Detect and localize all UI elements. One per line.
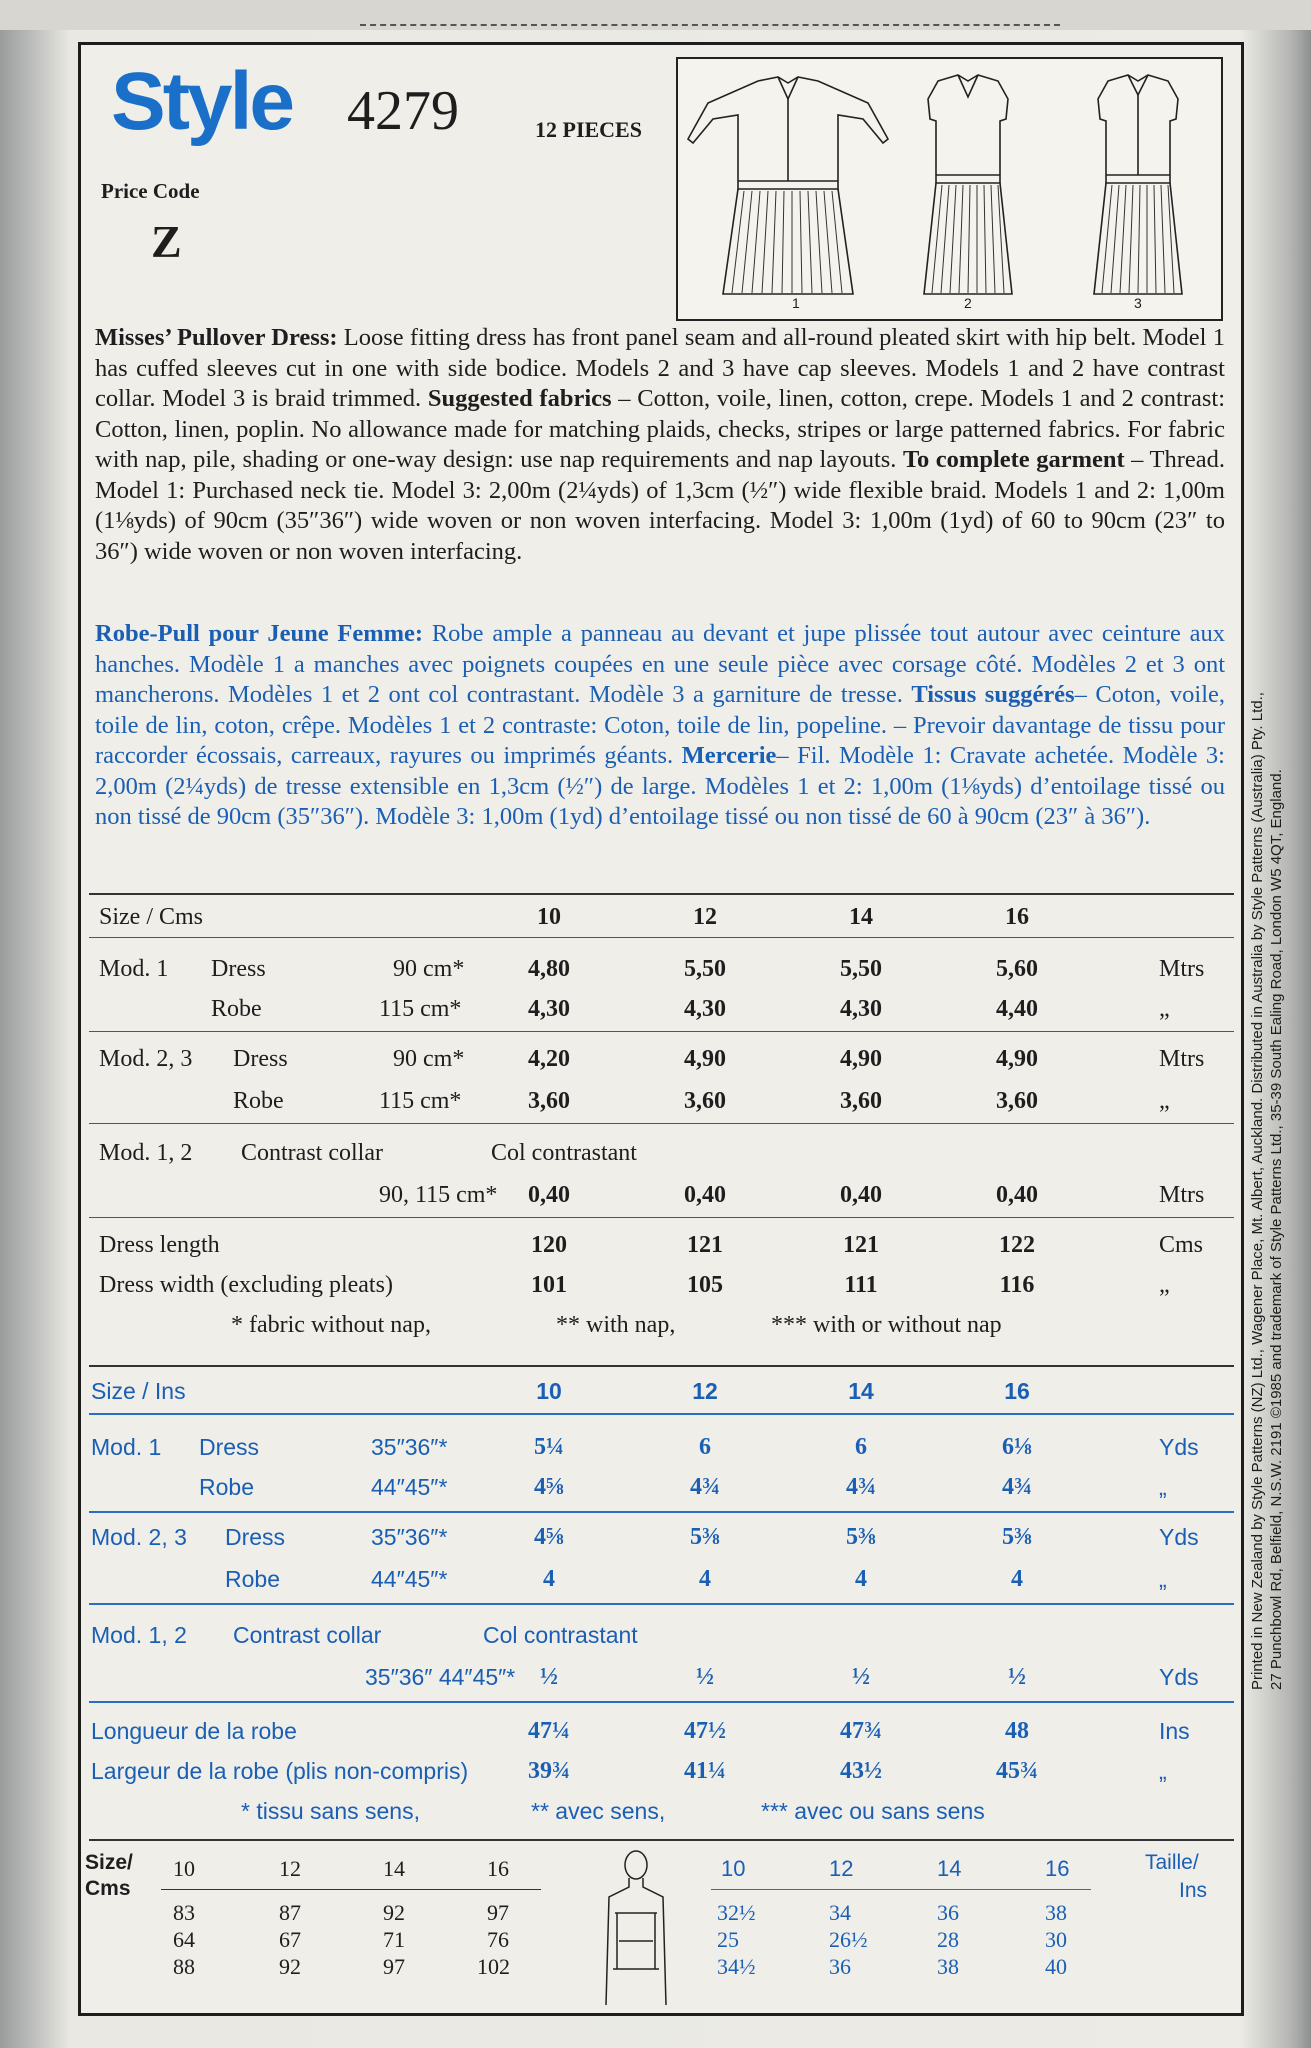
- metric-size-12: 12: [693, 904, 717, 930]
- ins-size: 16: [1045, 1856, 1070, 1881]
- cms-size: 16: [487, 1856, 509, 1881]
- waist-in: 28: [937, 1927, 959, 1952]
- imperial-footnote-1: * tissu sans sens,: [241, 1798, 420, 1824]
- value: 5,50: [840, 956, 882, 982]
- ditto: „: [1159, 1758, 1167, 1784]
- unit: Yds: [1159, 1434, 1199, 1460]
- bust-cm: 92: [383, 1900, 405, 1925]
- value: 47¾: [840, 1718, 882, 1744]
- model-number-1: 1: [792, 295, 800, 311]
- unit: Mtrs: [1159, 1182, 1205, 1208]
- bust-in: 32½: [717, 1900, 756, 1925]
- value: ½: [696, 1664, 714, 1690]
- hip-cm: 92: [279, 1954, 301, 1979]
- hip-in: 36: [829, 1954, 851, 1979]
- mercerie-label: Mercerie: [681, 742, 777, 769]
- value: 5,50: [684, 956, 726, 982]
- size: 16: [1004, 1378, 1030, 1404]
- value: 105: [687, 1272, 723, 1298]
- value: 4,20: [528, 1046, 570, 1072]
- unit: Mtrs: [1159, 956, 1205, 982]
- value: 6⅛: [1002, 1434, 1032, 1460]
- hip-in: 40: [1045, 1954, 1067, 1979]
- hip-in: 34½: [717, 1954, 756, 1979]
- french-title: Robe-Pull pour Jeune Femme:: [95, 620, 424, 647]
- fabrics-text: – Cotton, voile, linen, cotton, crepe. Models 1 and 2 contrast: Cotton, linen, poplin. No allowance made for matching plaids, checks, stripes or large patterned fabrics. For fabric with nap, pile, shading or one-way design: use nap requirements and nap layouts.: [95, 385, 1226, 473]
- english-description: [95, 323, 1225, 567]
- ins-size: 14: [937, 1856, 962, 1881]
- imperial-footnote-2: ** avec sens,: [531, 1798, 666, 1824]
- largeur-label: Largeur de la robe (plis non-compris): [91, 1758, 469, 1784]
- bust-in: 34: [829, 1900, 851, 1925]
- value: 47½: [684, 1718, 726, 1744]
- ins-unit-label: Ins: [1179, 1879, 1208, 1902]
- tissus-label: Tissus suggérés: [911, 681, 1075, 708]
- width: 90 cm*: [393, 1046, 465, 1072]
- mod1-label: Mod. 1: [91, 1434, 162, 1460]
- size: 14: [848, 1378, 874, 1404]
- garment-sketches: [676, 57, 1223, 321]
- cms-size-label: Size/: [85, 1851, 133, 1874]
- bust-in: 36: [937, 1900, 959, 1925]
- value: 3,60: [528, 1088, 570, 1114]
- col-contrastant: Col contrastant: [491, 1140, 637, 1166]
- ins-size: 12: [829, 1856, 854, 1881]
- value: 4: [1011, 1566, 1023, 1592]
- value: 4¾: [1002, 1474, 1032, 1500]
- col-contrastant: Col contrastant: [483, 1622, 638, 1648]
- mod1-width-115: 115 cm*: [379, 996, 462, 1022]
- value: 4,30: [528, 996, 570, 1022]
- waist-cm: 64: [173, 1927, 195, 1952]
- value: 4: [855, 1566, 867, 1592]
- bust-cm: 83: [173, 1900, 195, 1925]
- metric-footnote-3: *** with or without nap: [771, 1312, 1002, 1338]
- value: 101: [531, 1272, 567, 1298]
- longueur-label: Longueur de la robe: [91, 1718, 297, 1744]
- value: 0,40: [996, 1182, 1038, 1208]
- mod12-label: Mod. 1, 2: [91, 1622, 187, 1648]
- publisher-imprint: [1248, 450, 1286, 1690]
- value: 5¼: [534, 1434, 564, 1460]
- ditto: „: [1159, 1088, 1170, 1114]
- value: ½: [540, 1664, 558, 1690]
- hip-cm: 97: [383, 1954, 405, 1979]
- value: 6: [855, 1434, 867, 1460]
- ditto: „: [1159, 1474, 1167, 1500]
- value: 41¼: [684, 1758, 726, 1784]
- metric-size-14: 14: [849, 904, 873, 930]
- value: 5,60: [996, 956, 1038, 982]
- metric-size-16: 16: [1005, 904, 1029, 930]
- value: 5⅜: [846, 1524, 876, 1550]
- waist-in: 30: [1045, 1927, 1067, 1952]
- value: 111: [844, 1272, 878, 1298]
- value: 4⅝: [534, 1524, 564, 1550]
- unit: Cms: [1159, 1232, 1204, 1258]
- value: 4,80: [528, 956, 570, 982]
- robe: Robe: [225, 1566, 280, 1592]
- width: 44″45″*: [371, 1566, 448, 1592]
- hip-in: 38: [937, 1954, 959, 1979]
- ditto: „: [1159, 1272, 1170, 1298]
- mod23-label: Mod. 2, 3: [99, 1046, 193, 1072]
- value: 0,40: [840, 1182, 882, 1208]
- mod23-label: Mod. 2, 3: [91, 1524, 187, 1550]
- complete-label: To complete garment: [902, 446, 1125, 473]
- piece-count: 12 PIECES: [535, 117, 642, 142]
- value: 39¾: [528, 1758, 570, 1784]
- width: 35″36″*: [371, 1434, 448, 1460]
- mod1-label: Mod. 1: [99, 956, 169, 982]
- mod23-robe: Robe: [233, 1088, 284, 1114]
- value: 45¾: [996, 1758, 1038, 1784]
- size: 12: [692, 1378, 718, 1404]
- contrast-collar: Contrast collar: [233, 1622, 382, 1648]
- width: 35″36″ 44″45″*: [365, 1664, 516, 1690]
- value: 6: [699, 1434, 711, 1460]
- waist-cm: 71: [383, 1927, 405, 1952]
- mod1-robe: Robe: [211, 996, 262, 1022]
- value: 4: [699, 1566, 711, 1592]
- metric-footnote-1: * fabric without nap,: [231, 1312, 431, 1338]
- width: 44″45″*: [371, 1474, 448, 1500]
- value: 120: [531, 1232, 567, 1258]
- english-desc: Loose fitting dress has front panel seam and all-round pleated skirt with hip belt. Model 1 has cuffed sleeves cut in one with side bodice. Models 2 and 3 have cap sleeves. Models 1 and 2 have contrast collar. Model 3 is braid trimmed.: [95, 324, 1225, 412]
- waist-in: 26½: [829, 1927, 868, 1952]
- value: 121: [687, 1232, 723, 1258]
- width: 90, 115 cm*: [379, 1182, 498, 1208]
- cms-size: 10: [173, 1856, 195, 1881]
- value: 43½: [840, 1758, 882, 1784]
- waist-in: 25: [717, 1927, 739, 1952]
- dress: Dress: [199, 1434, 260, 1460]
- value: 3,60: [996, 1088, 1038, 1114]
- dress-width-label: Dress width (excluding pleats): [99, 1272, 393, 1298]
- model-number-2: 2: [964, 295, 972, 311]
- ditto: „: [1159, 996, 1170, 1022]
- dress-length-label: Dress length: [99, 1232, 220, 1258]
- robe: Robe: [199, 1474, 254, 1500]
- french-desc: Robe ample a panneau au devant et jupe plissée tout autour avec ceinture aux hanches. Modèle 1 a manches avec poignets coupées en une seule pièce avec corsage côté. Modèles 2 et 3 ont mancherons. Modèles 1 et 2 ont col contrastant. Modèle 3 a garniture de tresse.: [95, 620, 1225, 708]
- price-code: Z: [151, 216, 182, 267]
- waist-cm: 67: [279, 1927, 301, 1952]
- value: 5⅜: [1002, 1524, 1032, 1550]
- contrast-collar: Contrast collar: [241, 1140, 383, 1166]
- imperial-footnote-3: *** avec ou sans sens: [761, 1798, 985, 1824]
- value: 4¾: [846, 1474, 876, 1500]
- metric-size-10: 10: [537, 904, 561, 930]
- pattern-envelope-back: [78, 42, 1244, 2016]
- metric-size-label: Size / Cms: [99, 904, 204, 930]
- value: 4⅝: [534, 1474, 564, 1500]
- value: 4,90: [840, 1046, 882, 1072]
- unit: Ins: [1159, 1718, 1190, 1744]
- value: 116: [999, 1272, 1035, 1298]
- garment-line-drawing: [678, 59, 1221, 319]
- english-title: Misses’ Pullover Dress:: [95, 324, 338, 351]
- complete-text: – Thread. Model 1: Purchased neck tie. Model 3: 2,00m (2¼yds) of 1,3cm (½″) wide flexible braid. Models 1 and 2: 1,00m (1⅛yds) of 90cm (35″36″) wide woven or non woven interfacing. Model 3: 1,00m (1yd) of 60 to 90cm (23″ to 36″) wide woven or non woven interfacing.: [95, 446, 1225, 565]
- brand-logo: Style: [111, 56, 292, 147]
- unit: Yds: [1159, 1664, 1199, 1690]
- value: 4,40: [996, 996, 1038, 1022]
- unit: Yds: [1159, 1524, 1199, 1550]
- value: ½: [1008, 1664, 1026, 1690]
- mod12-label: Mod. 1, 2: [99, 1140, 193, 1166]
- tissus-text: – Coton, voile, toile de lin, coton, crêpe. Modèles 1 et 2 contraste: Coton, toile de lin, popeline. – Prevoir davantage de tissu pour raccorder écossais, carreaux, rayures ou imprimés géants.: [95, 681, 1225, 769]
- ins-size: 10: [721, 1856, 746, 1881]
- body-figure-icon: [601, 1845, 671, 2005]
- cut-line: [360, 24, 1060, 26]
- cms-size: 14: [383, 1856, 405, 1881]
- value: 3,60: [684, 1088, 726, 1114]
- value: 47¼: [528, 1718, 570, 1744]
- bust-in: 38: [1045, 1900, 1067, 1925]
- metric-footnote-2: ** with nap,: [556, 1312, 676, 1338]
- hip-cm: 102: [477, 1954, 510, 1979]
- value: ½: [852, 1664, 870, 1690]
- value: 4,90: [684, 1046, 726, 1072]
- imprint-line-1: Printed in New Zealand by Style Patterns (NZ) Ltd., Wagener Place, Mt. Albert, Auckland. Distributed in Australia by Style Patterns (Australia) Pty. Ltd.,: [1249, 692, 1266, 1690]
- cms-size: 12: [279, 1856, 301, 1881]
- pattern-number: 4279: [347, 80, 459, 142]
- size: 10: [536, 1378, 562, 1404]
- value: 4,30: [840, 996, 882, 1022]
- mod1-dress: Dress: [211, 956, 266, 982]
- value: 0,40: [684, 1182, 726, 1208]
- cms-unit-label: Cms: [85, 1877, 131, 1900]
- value: 4¾: [690, 1474, 720, 1500]
- imprint-line-2: 27 Punchbowl Rd, Belfield, N.S.W. 2191 ©1985 and trademark of Style Patterns Ltd., 35-39 South Ealing Road, London W5 4QT, England.: [1268, 769, 1285, 1690]
- bust-cm: 87: [279, 1900, 301, 1925]
- french-description: [95, 619, 1225, 833]
- value: 5⅜: [690, 1524, 720, 1550]
- value: 4,30: [684, 996, 726, 1022]
- value: 121: [843, 1232, 879, 1258]
- bust-cm: 97: [487, 1900, 509, 1925]
- mod1-width-90: 90 cm*: [393, 956, 465, 982]
- value: 4: [543, 1566, 555, 1592]
- mod23-dress: Dress: [233, 1046, 288, 1072]
- width: 115 cm*: [379, 1088, 462, 1114]
- waist-cm: 76: [487, 1927, 509, 1952]
- fabrics-label: Suggested fabrics: [427, 385, 612, 412]
- model-number-3: 3: [1134, 295, 1142, 311]
- imperial-size-label: Size / Ins: [91, 1378, 186, 1404]
- dress: Dress: [225, 1524, 286, 1550]
- ins-size-label: Taille/: [1145, 1851, 1199, 1874]
- width: 35″36″*: [371, 1524, 448, 1550]
- hip-cm: 88: [173, 1954, 195, 1979]
- ditto: „: [1159, 1566, 1167, 1592]
- value: 0,40: [528, 1182, 570, 1208]
- value: 122: [999, 1232, 1035, 1258]
- value: 48: [1005, 1718, 1029, 1744]
- value: 3,60: [840, 1088, 882, 1114]
- value: 4,90: [996, 1046, 1038, 1072]
- unit: Mtrs: [1159, 1046, 1205, 1072]
- price-code-label: Price Code: [101, 179, 200, 203]
- mercerie-text: – Fil. Modèle 1: Cravate achetée. Modèle 3: 2,00m (2¼yds) de tresse extensible en 1,3cm (½″) de large. Modèles 1 et 2: 1,00m (1⅛yds) d’entoilage tissé ou non tissé de 90cm (35″36″). Modèle 3: 1,00m (1yd) d’entoilage tissé ou non tissé de 60 à 90cm (23″ à 36″).: [95, 742, 1225, 830]
